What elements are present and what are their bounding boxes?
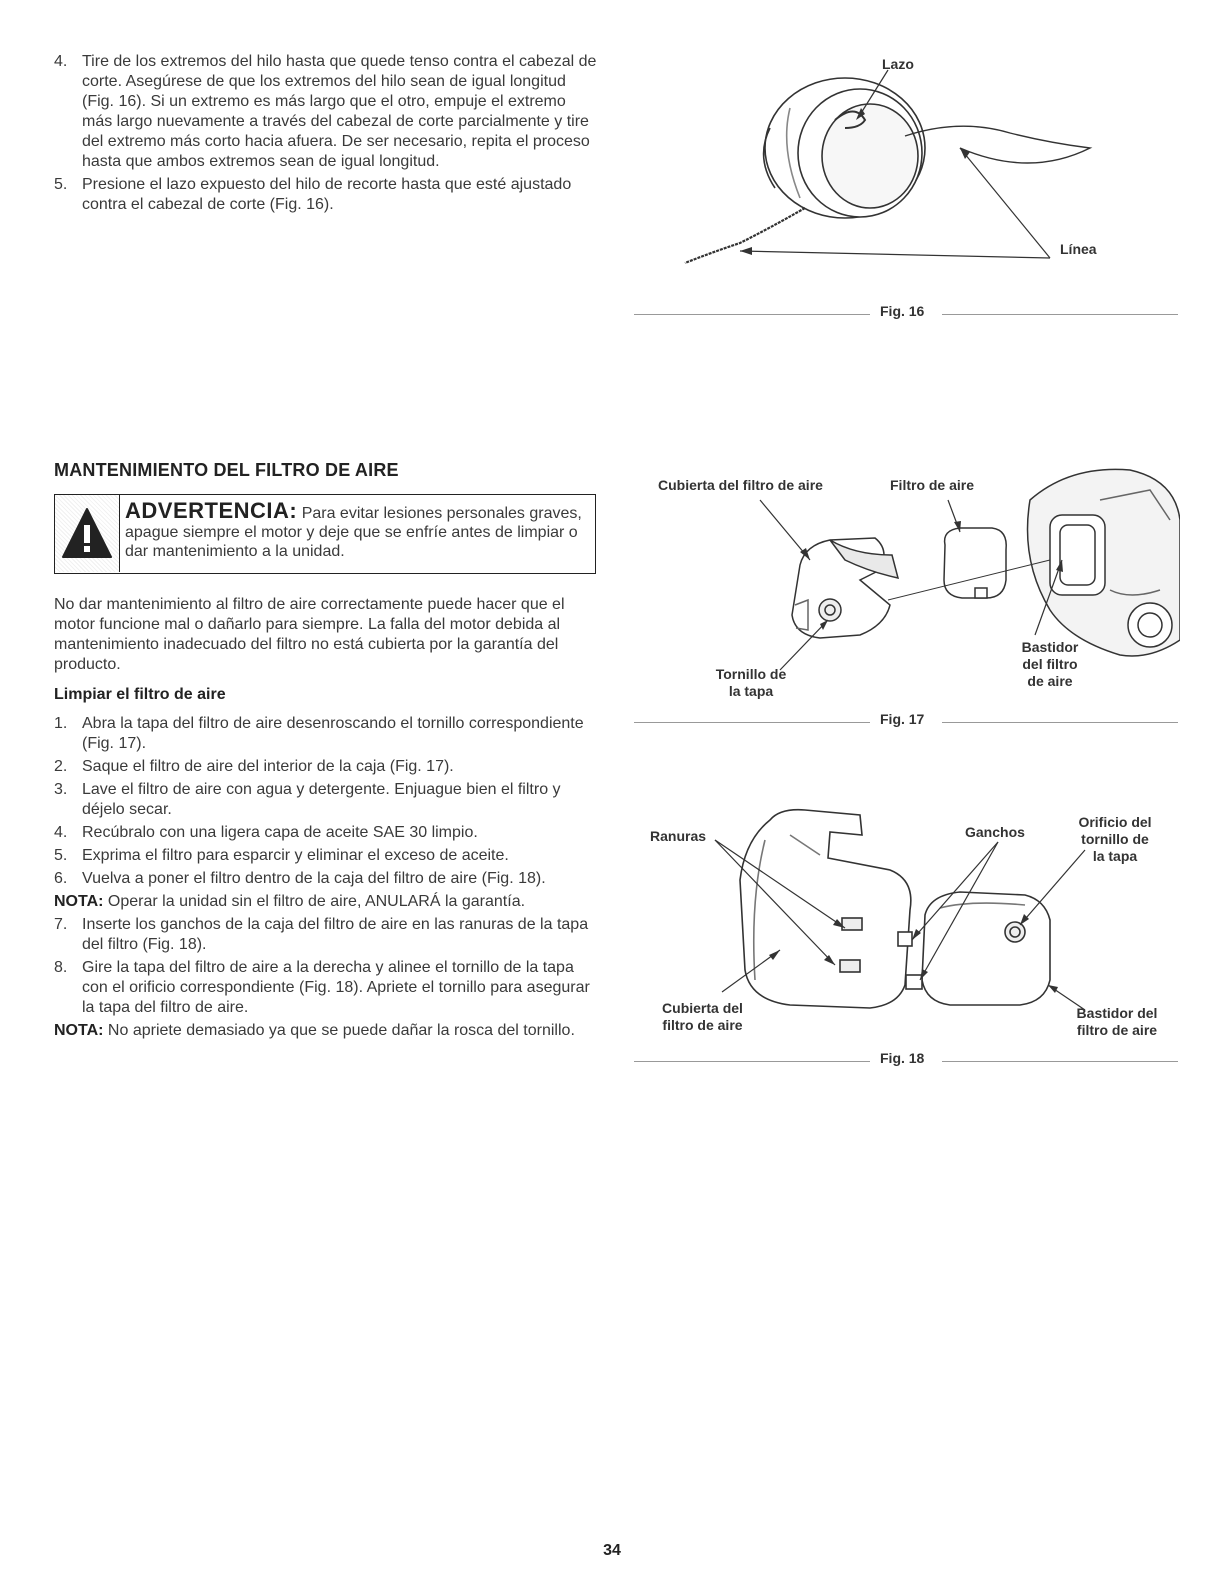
figure-17 <box>630 460 1180 710</box>
figure-16 <box>630 48 1180 328</box>
label-cover: Cubierta del filtro de aire <box>658 477 823 493</box>
list-item: 5. Exprima el filtro para esparcir y eliminar el exceso de aceite. <box>54 847 509 864</box>
warning-icon-cell <box>55 495 120 572</box>
fig-18-caption: Fig. 18 <box>880 1050 925 1066</box>
list-item: 5. Presione el lazo expuesto del hilo de recorte hasta que esté ajustado contra el cabezal de corte (Fig. 16). <box>54 176 572 213</box>
list-item: 6. Vuelva a poner el filtro dentro de la caja del filtro de aire (Fig. 18). <box>54 870 546 887</box>
label-filter: Filtro de aire <box>890 477 975 493</box>
list-item: 3. Lave el filtro de aire con agua y detergente. Enjuague bien el filtro y déjelo secar. <box>54 781 561 818</box>
label-screw: Tornillo de la tapa <box>715 666 787 699</box>
label-hooks: Ganchos <box>965 824 1025 840</box>
list-item: 2. Saque el filtro de aire del interior de la caja (Fig. 17). <box>54 758 454 775</box>
trimmer-head-illustration <box>630 48 1180 328</box>
label-housing: Bastidor del filtro de aire <box>1021 639 1079 689</box>
subheading: Limpiar el filtro de aire <box>54 686 226 703</box>
top-steps <box>54 52 600 218</box>
warning-triangle-icon <box>55 495 119 572</box>
label-filter-housing: Bastidor del filtro de aire <box>1076 1005 1158 1038</box>
section-title: MANTENIMIENTO DEL FILTRO DE AIRE <box>54 460 399 480</box>
label-slots: Ranuras <box>650 828 707 844</box>
caption-rule <box>634 1061 870 1062</box>
note-overtighten: NOTA: No apriete demasiado ya que se puede dañar la rosca del tornillo. <box>54 1022 575 1039</box>
list-item: 8. Gire la tapa del filtro de aire a la derecha y alinee el tornillo de la tapa con el orificio correspondiente (Fig. 18). Apriete el tornillo para asegurar la tapa del filtro de aire. <box>54 959 590 1016</box>
label-loop: Lazo <box>882 56 914 72</box>
label-filter-cover: Cubierta del filtro de aire <box>662 1000 743 1033</box>
list-item: 1. Abra la tapa del filtro de aire desenroscando el tornillo correspondiente (Fig. 17). <box>54 715 584 752</box>
warning-heading: ADVERTENCIA: <box>125 498 298 523</box>
list-item: 4. Recúbralo con una ligera capa de aceite SAE 30 limpio. <box>54 824 478 841</box>
warning-text: ADVERTENCIA: Para evitar lesiones personales graves, apague siempre el motor y deje que se enfríe antes de limpiar o dar mantenimiento a la unidad. <box>125 498 582 560</box>
label-line: Línea <box>1060 241 1097 257</box>
list-item: 4. Tire de los extremos del hilo hasta que quede tenso contra el cabezal de corte. Asegúrese de que los extremos del hilo sean de igual longitud (Fig. 16). Si un extremo es más largo que el otro, empuje el extremo más largo nuevamente a través del cabezal de corte parcialmente y tire del extremo más corto hacia afuera. De ser necesario, repita el proceso hasta que ambos extremos sean de igual longitud. <box>54 53 597 170</box>
note-warranty: NOTA: Operar la unidad sin el filtro de aire, ANULARÁ la garantía. <box>54 893 526 910</box>
fig-17-caption: Fig. 17 <box>880 711 925 727</box>
page-number: 34 <box>603 1542 621 1559</box>
caption-rule <box>942 722 1178 723</box>
caption-rule <box>634 314 870 315</box>
list-item: 7. Inserte los ganchos de la caja del filtro de aire en las ranuras de la tapa del filtro (Fig. 18). <box>54 916 589 953</box>
cleaning-steps <box>54 714 600 1041</box>
fig-16-caption: Fig. 16 <box>880 303 925 319</box>
caption-rule <box>942 314 1178 315</box>
intro-paragraph: No dar mantenimiento al filtro de aire correctamente puede hacer que el motor funcione mal o dañarlo para siempre. La falla del motor debida al mantenimiento inadecuado del filtro no está cubierta por la garantía del producto. <box>54 596 565 673</box>
figure-18 <box>630 780 1180 1040</box>
caption-rule <box>942 1061 1178 1062</box>
warning-box <box>54 494 596 574</box>
label-screw-hole: Orificio del tornillo de la tapa <box>1078 814 1152 864</box>
caption-rule <box>634 722 870 723</box>
